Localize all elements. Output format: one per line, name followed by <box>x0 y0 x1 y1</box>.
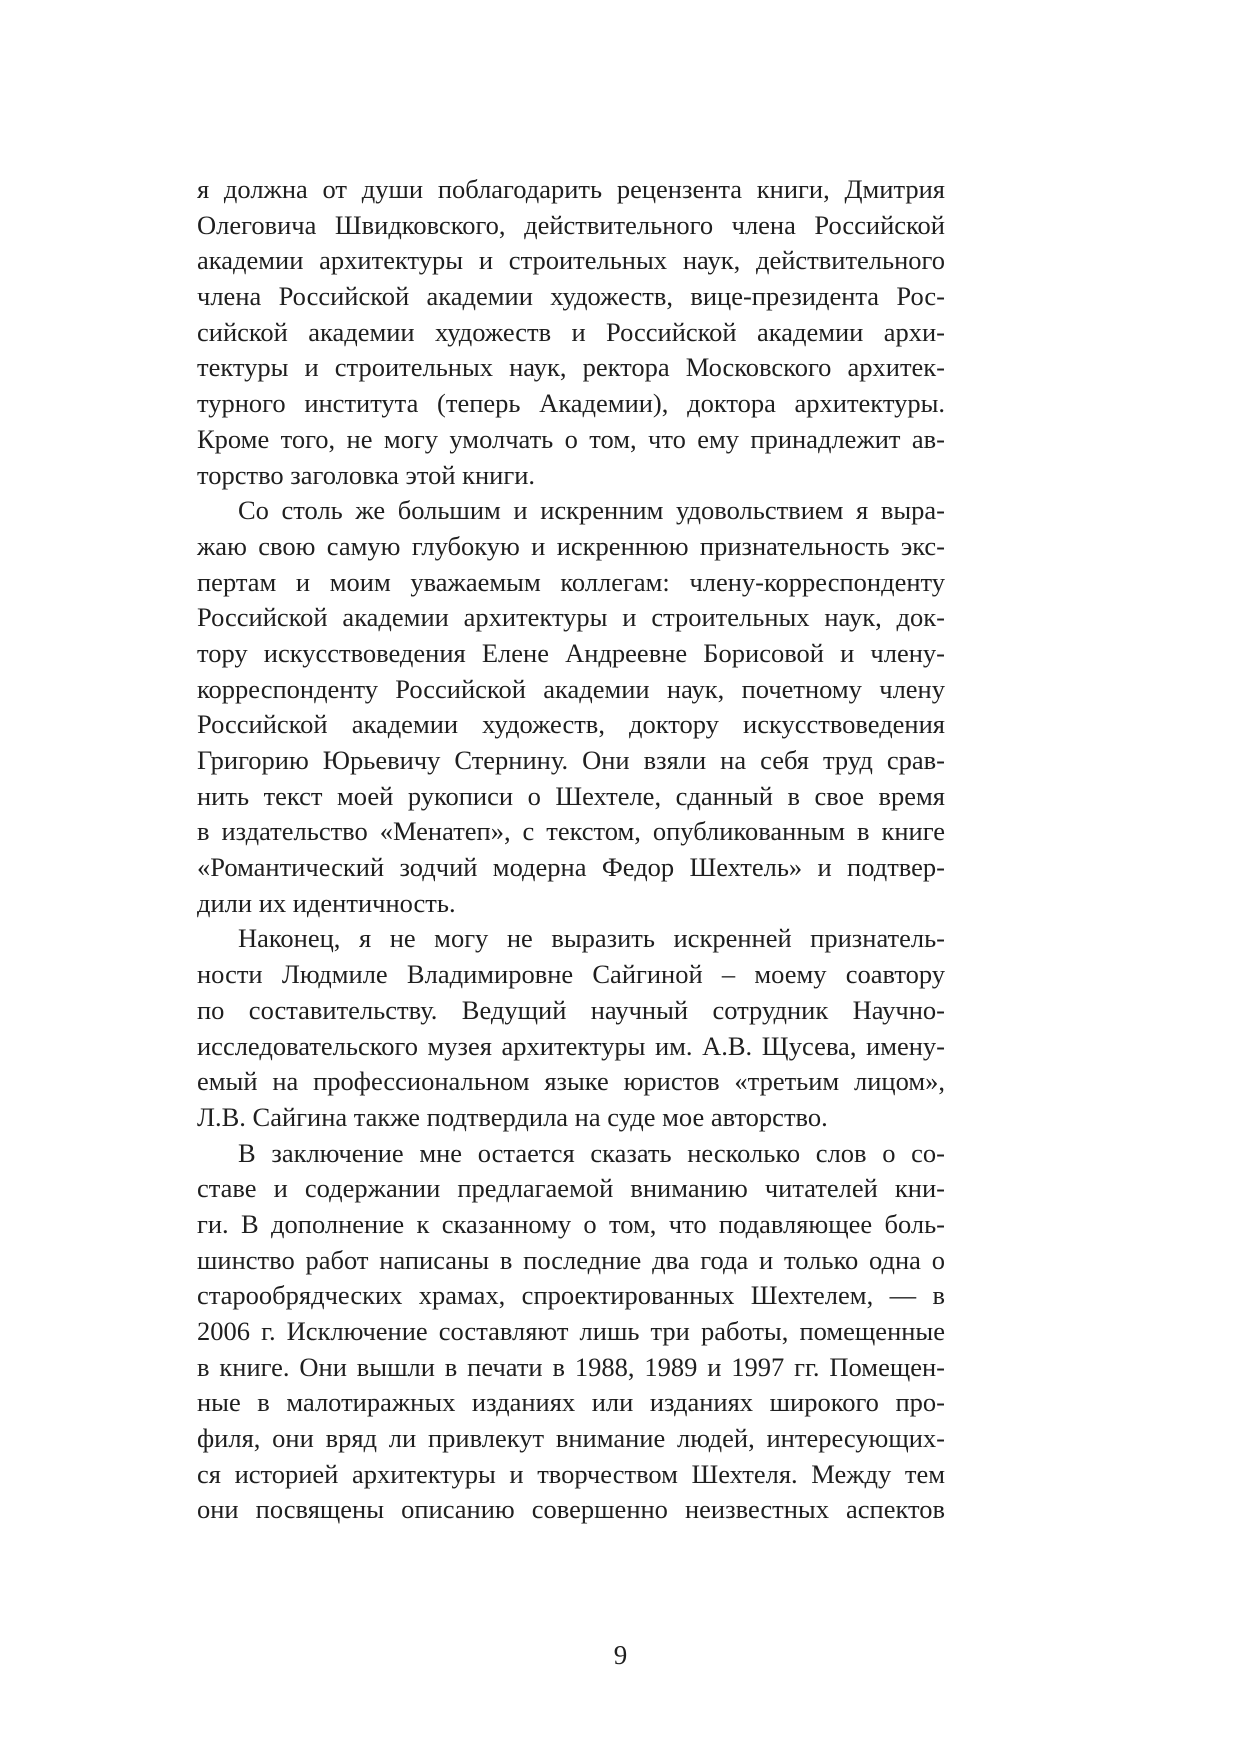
text-line: жаю свою самую глубокую и искреннюю признательность экс- <box>197 530 945 561</box>
paragraph <box>197 1136 945 1529</box>
text-line: в издательство «Менатеп», с текстом, опубликованным в книге <box>197 816 945 847</box>
text-line: торство заголовка этой книги. <box>197 459 536 490</box>
text-line: пертам и моим уважаемым коллегам: члену-корреспонденту <box>197 566 945 597</box>
text-line: в книге. Они вышли в печати в 1988, 1989 и 1997 гг. Помещен- <box>197 1351 945 1382</box>
text-line: шинство работ написаны в последние два года и только одна о <box>197 1244 945 1275</box>
text-line: 2006 г. Исключение составляют лишь три работы, помещенные <box>197 1316 945 1346</box>
text-line: старообрядческих храмах, спроектированных Шехтелем, — в <box>197 1280 945 1311</box>
text-line: академии архитектуры и строительных наук, действительного <box>197 245 945 276</box>
text-line: Л.В. Сайгина также подтвердила на суде мое авторство. <box>197 1101 828 1132</box>
text-line: ги. В дополнение к сказанному о том, что подавляющее боль- <box>197 1208 945 1239</box>
page-number: 9 <box>613 1640 628 1670</box>
text-line: нить текст моей рукописи о Шехтеле, сданный в свое время <box>197 780 945 811</box>
text-line: тектуры и строительных наук, ректора Московского архитек- <box>197 352 945 383</box>
text-line: Российской академии архитектуры и строительных наук, док- <box>197 602 945 633</box>
text-line: В заключение мне остается сказать несколько слов о со- <box>238 1137 945 1168</box>
text-line: Со столь же большим и искренним удовольствием я выра- <box>238 495 945 526</box>
paragraph <box>197 921 945 1135</box>
text-line: дили их идентичность. <box>197 887 456 918</box>
text-line: тору искусствоведения Елене Андреевне Борисовой и члену- <box>197 637 945 668</box>
paragraph <box>197 493 945 921</box>
paragraph <box>197 172 945 493</box>
text-line: филя, они вряд ли привлекут внимание людей, интересующих- <box>197 1423 945 1454</box>
text-line: турного института (теперь Академии), доктора архитектуры. <box>197 388 945 419</box>
body-text <box>197 172 945 1528</box>
text-line: ставе и содержании предлагаемой вниманию читателей кни- <box>197 1173 945 1204</box>
text-line: ся историей архитектуры и творчеством Шехтеля. Между тем <box>197 1458 945 1489</box>
text-line: Григорию Юрьевичу Стернину. Они взяли на себя труд срав- <box>197 745 945 775</box>
text-line: сийской академии художеств и Российской академии архи- <box>197 316 945 347</box>
text-line: ные в малотиражных изданиях или изданиях широкого про- <box>197 1387 945 1418</box>
text-line: Наконец, я не могу не выразить искренней признатель- <box>238 923 945 954</box>
text-line: исследовательского музея архитектуры им. А.В. Щусева, имену- <box>197 1030 945 1061</box>
text-line: они посвящены описанию совершенно неизвестных аспектов <box>197 1494 945 1525</box>
text-line: «Романтический зодчий модерна Федор Шехтель» и подтвер- <box>197 852 945 883</box>
text-line: я должна от души поблагодарить рецензента книги, Дмитрия <box>197 174 945 204</box>
text-line: Кроме того, не могу умолчать о том, что ему принадлежит ав- <box>197 423 945 454</box>
text-line: по составительству. Ведущий научный сотрудник Научно- <box>197 994 945 1025</box>
text-line: ности Людмиле Владимировне Сайгиной – моему соавтору <box>197 959 945 990</box>
text-line: корреспонденту Российской академии наук, почетному члену <box>197 673 945 704</box>
text-line: емый на профессиональном языке юристов «третьим лицом», <box>197 1066 945 1097</box>
text-line: Российской академии художеств, доктору искусствоведения <box>197 709 945 740</box>
text-line: Олеговича Швидковского, действительного члена Российской <box>197 209 945 240</box>
text-line: члена Российской академии художеств, вице-президента Рос- <box>197 281 945 312</box>
